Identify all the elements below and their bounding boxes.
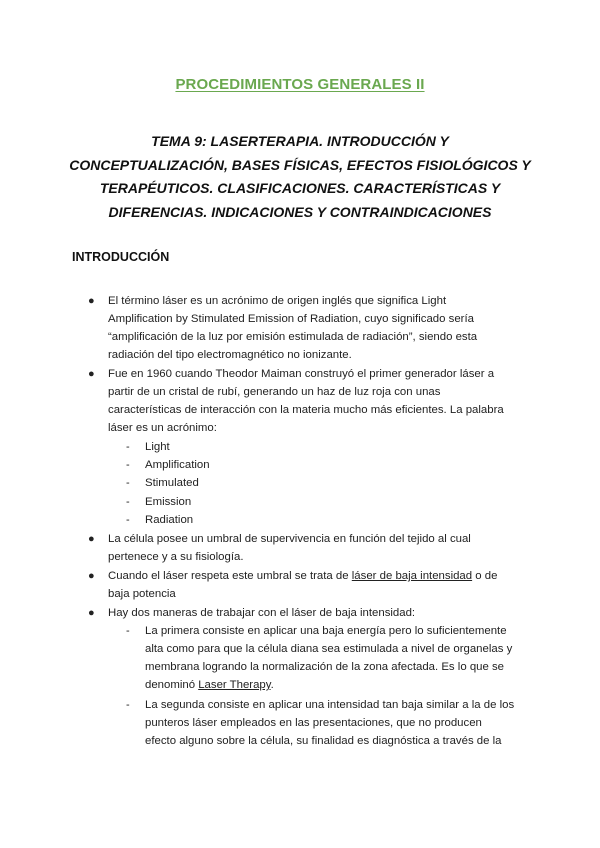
- bullet-icon: ●: [88, 533, 95, 545]
- dash-icon: -: [126, 459, 130, 471]
- text-segment: denominó: [145, 679, 199, 691]
- paragraph-line: partir de un cristal de rubí, generando un haz de luz roja con unas: [108, 386, 441, 398]
- topic-title-line: TERAPÉUTICOS. CLASIFICACIONES. CARACTERÍSTICAS Y: [99, 180, 501, 196]
- paragraph-line: “amplificación de la luz por emisión estimulada de radiación”, siendo esta: [108, 331, 478, 343]
- bullet-icon: ●: [88, 570, 95, 582]
- acronym-item: Light: [145, 441, 170, 453]
- paragraph-line: punteros láser empleados en las presentaciones, que no producen: [145, 717, 482, 729]
- paragraph-line: características de interacción con la materia mucho más eficientes. La palabra: [108, 404, 504, 416]
- paragraph-line: El término láser es un acrónimo de origen inglés que significa Light: [108, 295, 447, 307]
- paragraph-line: alta como para que la célula diana sea estimulada a nivel de organelas y: [145, 643, 513, 655]
- acronym-item: Emission: [145, 496, 192, 508]
- low-intensity-laser-term: láser de baja intensidad: [351, 570, 473, 582]
- paragraph-line: Hay dos maneras de trabajar con el láser de baja intensidad:: [108, 607, 416, 619]
- paragraph-line: [145, 676, 274, 694]
- paragraph-line: radiación del tipo electromagnético no ionizante.: [108, 349, 352, 361]
- dash-icon: -: [126, 496, 130, 508]
- acronym-item: Stimulated: [145, 477, 199, 489]
- topic-title-line: TEMA 9: LASERTERAPIA. INTRODUCCIÓN Y: [151, 133, 449, 149]
- section-heading: INTRODUCCIÓN: [72, 250, 170, 264]
- document-title: PROCEDIMIENTOS GENERALES II: [175, 76, 425, 93]
- bullet-icon: ●: [88, 368, 95, 380]
- paragraph-line: Fue en 1960 cuando Theodor Maiman construyó el primer generador láser a: [108, 368, 495, 380]
- bullet-icon: ●: [88, 295, 95, 307]
- acronym-item: Amplification: [145, 459, 210, 471]
- dash-icon: -: [126, 699, 130, 711]
- text-segment: o de: [472, 570, 498, 582]
- dash-icon: -: [126, 514, 130, 526]
- topic-title-line: CONCEPTUALIZACIÓN, BASES FÍSICAS, EFECTOS FISIOLÓGICOS Y: [69, 156, 531, 173]
- dash-icon: -: [126, 477, 130, 489]
- text-segment: Cuando el láser respeta este umbral se trata de: [108, 570, 352, 582]
- topic-title-line: DIFERENCIAS. INDICACIONES Y CONTRAINDICACIONES: [108, 203, 492, 220]
- text-segment: .: [270, 679, 274, 691]
- paragraph-line: La célula posee un umbral de supervivencia en función del tejido al cual: [108, 533, 471, 545]
- dash-icon: -: [126, 625, 130, 637]
- paragraph-line: láser es un acrónimo:: [108, 422, 217, 434]
- dash-icon: -: [126, 441, 130, 453]
- acronym-item: Radiation: [145, 514, 194, 526]
- paragraph-line: La primera consiste en aplicar una baja energía pero lo suficientemente: [145, 625, 507, 637]
- topic-title: [60, 130, 540, 224]
- paragraph-line: efecto alguno sobre la célula, su finalidad es diagnóstica a través de la: [145, 735, 502, 747]
- paragraph-line: membrana logrando la normalización de la zona afectada. Es lo que se: [145, 661, 505, 673]
- paragraph-line: [108, 567, 497, 585]
- paragraph-line: baja potencia: [108, 588, 176, 600]
- paragraph-line: Amplification by Stimulated Emission of Radiation, cuyo significado sería: [108, 313, 474, 325]
- paragraph-line: La segunda consiste en aplicar una intensidad tan baja similar a la de los: [145, 699, 515, 711]
- laser-therapy-term: Laser Therapy: [198, 679, 271, 691]
- bullet-icon: ●: [88, 607, 95, 619]
- paragraph-line: pertenece y a su fisiología.: [108, 551, 244, 563]
